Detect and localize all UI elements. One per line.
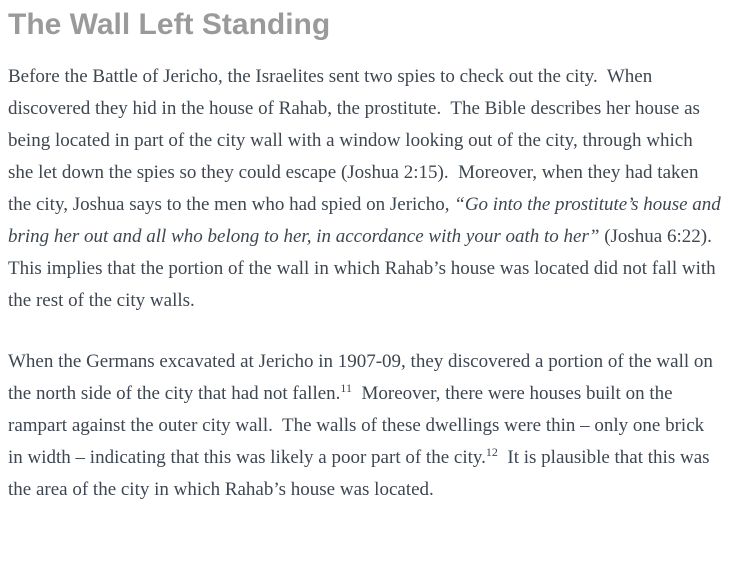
text-segment: Moreover, there were houses built on the rampart against the outer city wall. The walls of these dwellings were thin – only one brick in width – indicating that this was likely a poor part of the city. (8, 383, 709, 468)
text-segment: When the Germans excavated at Jericho in 1907-09, they discovered a portion of the wall on the north side of the city that had not fallen. (8, 351, 718, 404)
paragraph (8, 61, 726, 317)
page-title: The Wall Left Standing (8, 8, 331, 41)
quote-text: “Go into the prostitute’s house and bring her out and all who belong to her, in accordance with your oath to her” (8, 194, 726, 247)
article-body (8, 61, 726, 506)
footnote-ref: 11 (340, 381, 352, 395)
paragraph (8, 346, 721, 506)
text-segment: (Joshua 6:22). This implies that the portion of the wall in which Rahab’s house was located did not fall with the rest of the city walls. (8, 226, 721, 311)
footnote-ref: 12 (485, 445, 498, 459)
text-segment: Before the Battle of Jericho, the Israelites sent two spies to check out the city. When discovered they hid in the house of Rahab, the prostitute. The Bible describes her house as being located in part of the city wall with a window looking out of the city, through which she let down the spies so they could escape (Joshua 2:15). Moreover, when they had taken the city, Joshua says to the men who had spied on Jericho, (8, 66, 705, 215)
text-segment: It is plausible that this was the area of the city in which Rahab’s house was located. (8, 447, 715, 500)
